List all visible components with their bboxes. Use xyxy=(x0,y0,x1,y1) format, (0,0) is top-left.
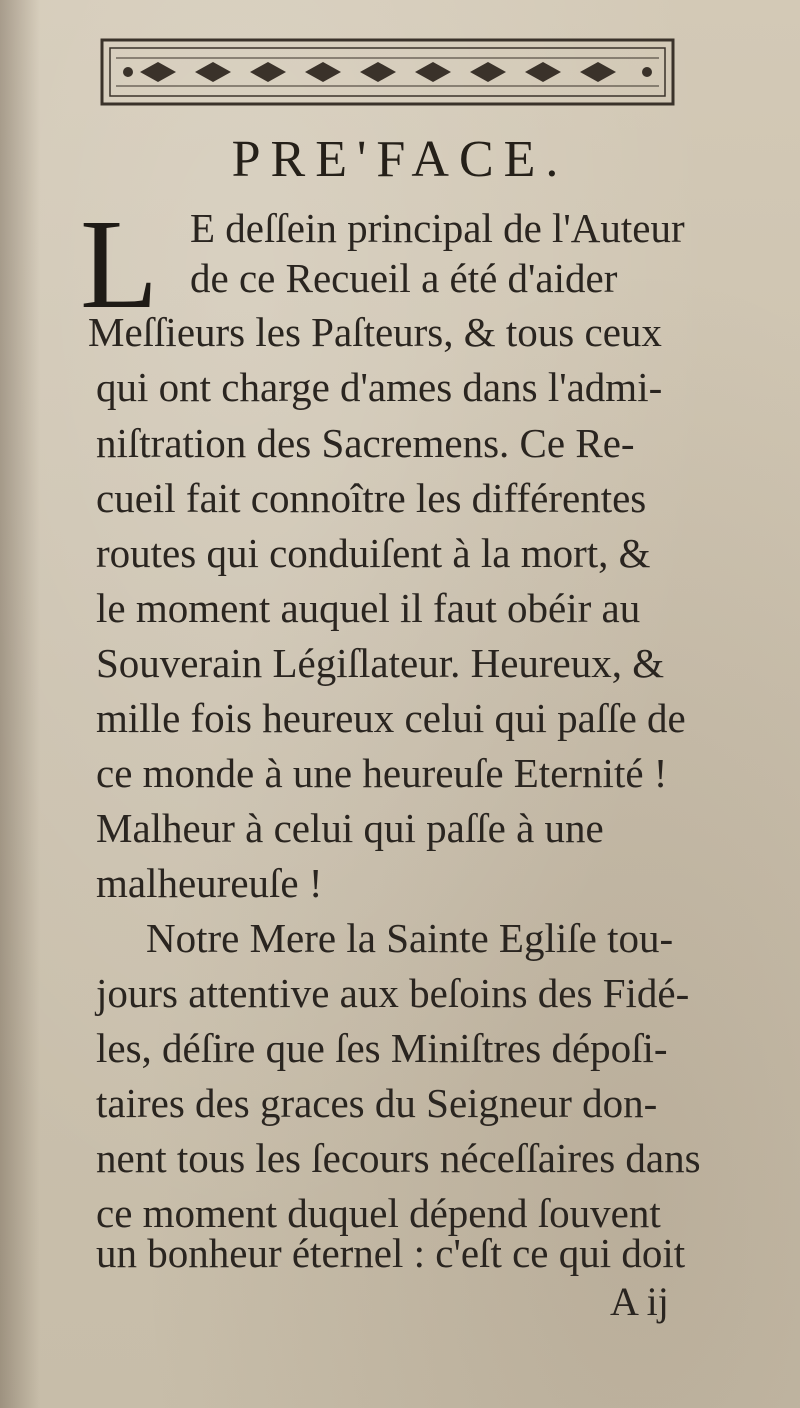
text-line-10: mille fois heureux celui qui paſſe de xyxy=(96,695,686,741)
text-line-14: Notre Mere la Sainte Egliſe tou- xyxy=(146,915,674,961)
text-line-17: taires des graces du Seigneur don- xyxy=(96,1080,658,1126)
text-line-7: routes qui conduiſent à la mort, & xyxy=(96,530,651,576)
drop-cap-initial: L xyxy=(80,193,159,335)
text-line-16: les, déſire que ſes Miniſtres dépoſi- xyxy=(96,1025,668,1071)
text-line-4: qui ont charge d'ames dans l'admi- xyxy=(96,364,663,410)
text-line-5: niſtration des Sacremens. Ce Re- xyxy=(96,420,635,466)
text-line-8: le moment auquel il faut obéir au xyxy=(96,585,641,631)
page-title: PRE'FACE. xyxy=(231,131,569,188)
binding-shadow xyxy=(0,0,40,1408)
headpiece-ornament xyxy=(100,38,675,106)
text-line-19: ce moment duquel dépend ſouvent xyxy=(96,1190,661,1236)
text-line-12: Malheur à celui qui paſſe à une xyxy=(96,805,604,851)
text-line-15: jours attentive aux beſoins des Fidé- xyxy=(96,970,690,1016)
text-line-13: malheureuſe ! xyxy=(96,860,323,906)
signature-mark: A ij xyxy=(610,1279,669,1324)
text-line-3: Meſſieurs les Paſteurs, & tous ceux xyxy=(88,309,662,355)
text-line-20: un bonheur éternel : c'eſt ce qui doit xyxy=(96,1230,686,1276)
text-line-9: Souverain Légiſlateur. Heureux, & xyxy=(96,640,665,686)
text-line-11: ce monde à une heureuſe Eternité ! xyxy=(96,750,668,796)
text-line-6: cueil fait connoître les différentes xyxy=(96,475,647,521)
text-line-18: nent tous les ſecours néceſſaires dans xyxy=(96,1135,701,1181)
text-line-1: E deſſein principal de l'Auteur xyxy=(190,205,685,251)
text-line-2: de ce Recueil a été d'aider xyxy=(190,255,618,301)
